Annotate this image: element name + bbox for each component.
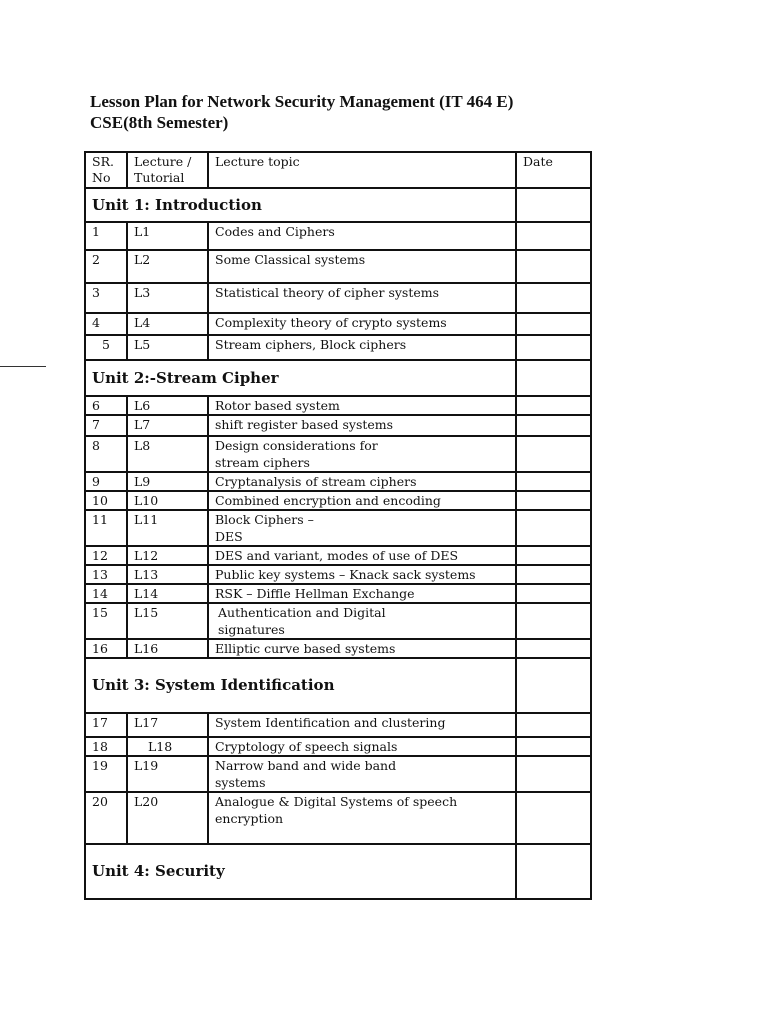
table-row [85,639,591,658]
topic-cell: Rotor based system [208,396,516,415]
date-cell [516,250,591,283]
sr-cell: 19 [85,756,127,792]
topic-cell: Complexity theory of crypto systems [208,313,516,335]
sr-cell: 9 [85,472,127,491]
sr-cell: 8 [85,436,127,472]
topic-cell: Elliptic curve based systems [208,639,516,658]
unit-date-cell [516,188,591,222]
unit-date-cell [516,658,591,713]
topic-cell: Codes and Ciphers [208,222,516,250]
date-cell [516,335,591,360]
header-sr-no: SR. No [85,152,127,188]
sr-cell: 16 [85,639,127,658]
document-title [90,91,513,133]
lecture-cell: L19 [127,756,208,792]
unit-2-title: Unit 2:-Stream Cipher [85,360,516,396]
lecture-cell: L11 [127,510,208,546]
table-row [85,565,591,584]
unit-3-title: Unit 3: System Identification [85,658,516,713]
lecture-cell: L20 [127,792,208,844]
header-lecture-tutorial: Lecture / Tutorial [127,152,208,188]
sr-cell: 18 [85,737,127,756]
lecture-cell: L5 [127,335,208,360]
table-row [85,792,591,844]
table-row [85,335,591,360]
table-row [85,250,591,283]
sr-cell: 10 [85,491,127,510]
title-line-2: CSE(8th Semester) [90,113,229,132]
date-cell [516,737,591,756]
topic-cell: Public key systems – Knack sack systems [208,565,516,584]
unit-1-title: Unit 1: Introduction [85,188,516,222]
table-row [85,222,591,250]
date-cell [516,283,591,313]
topic-cell: Design considerations for stream ciphers [208,436,516,472]
unit-row [85,188,591,222]
date-cell [516,222,591,250]
topic-cell: Cryptology of speech signals [208,737,516,756]
lecture-cell: L1 [127,222,208,250]
lesson-plan-table [84,151,592,900]
sr-cell: 2 [85,250,127,283]
sr-cell: 6 [85,396,127,415]
topic-cell: Some Classical systems [208,250,516,283]
date-cell [516,546,591,565]
lecture-cell: L10 [127,491,208,510]
unit-row [85,658,591,713]
topic-cell: System Identification and clustering [208,713,516,737]
lecture-cell: L12 [127,546,208,565]
topic-cell: Block Ciphers – DES [208,510,516,546]
unit-row [85,360,591,396]
lecture-cell: L6 [127,396,208,415]
topic-cell: Statistical theory of cipher systems [208,283,516,313]
date-cell [516,491,591,510]
date-cell [516,756,591,792]
sr-cell: 13 [85,565,127,584]
date-cell [516,313,591,335]
margin-rule [0,366,46,367]
title-line-1: Lesson Plan for Network Security Management (IT 464 E) [90,92,514,111]
table-row [85,584,591,603]
topic-cell: RSK – Diffle Hellman Exchange [208,584,516,603]
lecture-cell: L17 [127,713,208,737]
lecture-cell: L2 [127,250,208,283]
topic-cell: shift register based systems [208,415,516,436]
sr-cell: 12 [85,546,127,565]
sr-cell: 1 [85,222,127,250]
sr-cell: 17 [85,713,127,737]
lecture-cell: L3 [127,283,208,313]
date-cell [516,396,591,415]
header-date: Date [516,152,591,188]
topic-cell: Narrow band and wide band systems [208,756,516,792]
lecture-cell: L14 [127,584,208,603]
table-row [85,737,591,756]
table-row [85,436,591,472]
sr-cell: 3 [85,283,127,313]
sr-cell: 4 [85,313,127,335]
sr-cell: 15 [85,603,127,639]
header-lecture-topic: Lecture topic [208,152,516,188]
sr-cell: 20 [85,792,127,844]
topic-cell: Stream ciphers, Block ciphers [208,335,516,360]
sr-cell: 7 [85,415,127,436]
lecture-cell: L9 [127,472,208,491]
table-row [85,756,591,792]
table-row [85,491,591,510]
topic-cell: DES and variant, modes of use of DES [208,546,516,565]
table-row [85,546,591,565]
date-cell [516,713,591,737]
sr-cell: 14 [85,584,127,603]
topic-cell: Authentication and Digital signatures [208,603,516,639]
date-cell [516,436,591,472]
lecture-cell: L16 [127,639,208,658]
table-header-row [85,152,591,188]
table-row [85,396,591,415]
lecture-cell: L4 [127,313,208,335]
table-row [85,713,591,737]
topic-cell: Analogue & Digital Systems of speech encryption [208,792,516,844]
lecture-cell: L15 [127,603,208,639]
date-cell [516,565,591,584]
table-row [85,472,591,491]
topic-cell: Combined encryption and encoding [208,491,516,510]
unit-date-cell [516,360,591,396]
table-row [85,415,591,436]
lecture-cell: L7 [127,415,208,436]
sr-cell: 5 [85,335,127,360]
date-cell [516,584,591,603]
date-cell [516,415,591,436]
lecture-cell: L8 [127,436,208,472]
date-cell [516,472,591,491]
date-cell [516,792,591,844]
unit-row [85,844,591,899]
date-cell [516,603,591,639]
table-row [85,603,591,639]
lecture-cell: L18 [127,737,208,756]
unit-date-cell [516,844,591,899]
table-row [85,313,591,335]
unit-4-title: Unit 4: Security [85,844,516,899]
sr-cell: 11 [85,510,127,546]
date-cell [516,510,591,546]
lecture-cell: L13 [127,565,208,584]
topic-cell: Cryptanalysis of stream ciphers [208,472,516,491]
date-cell [516,639,591,658]
table-row [85,283,591,313]
table-row [85,510,591,546]
